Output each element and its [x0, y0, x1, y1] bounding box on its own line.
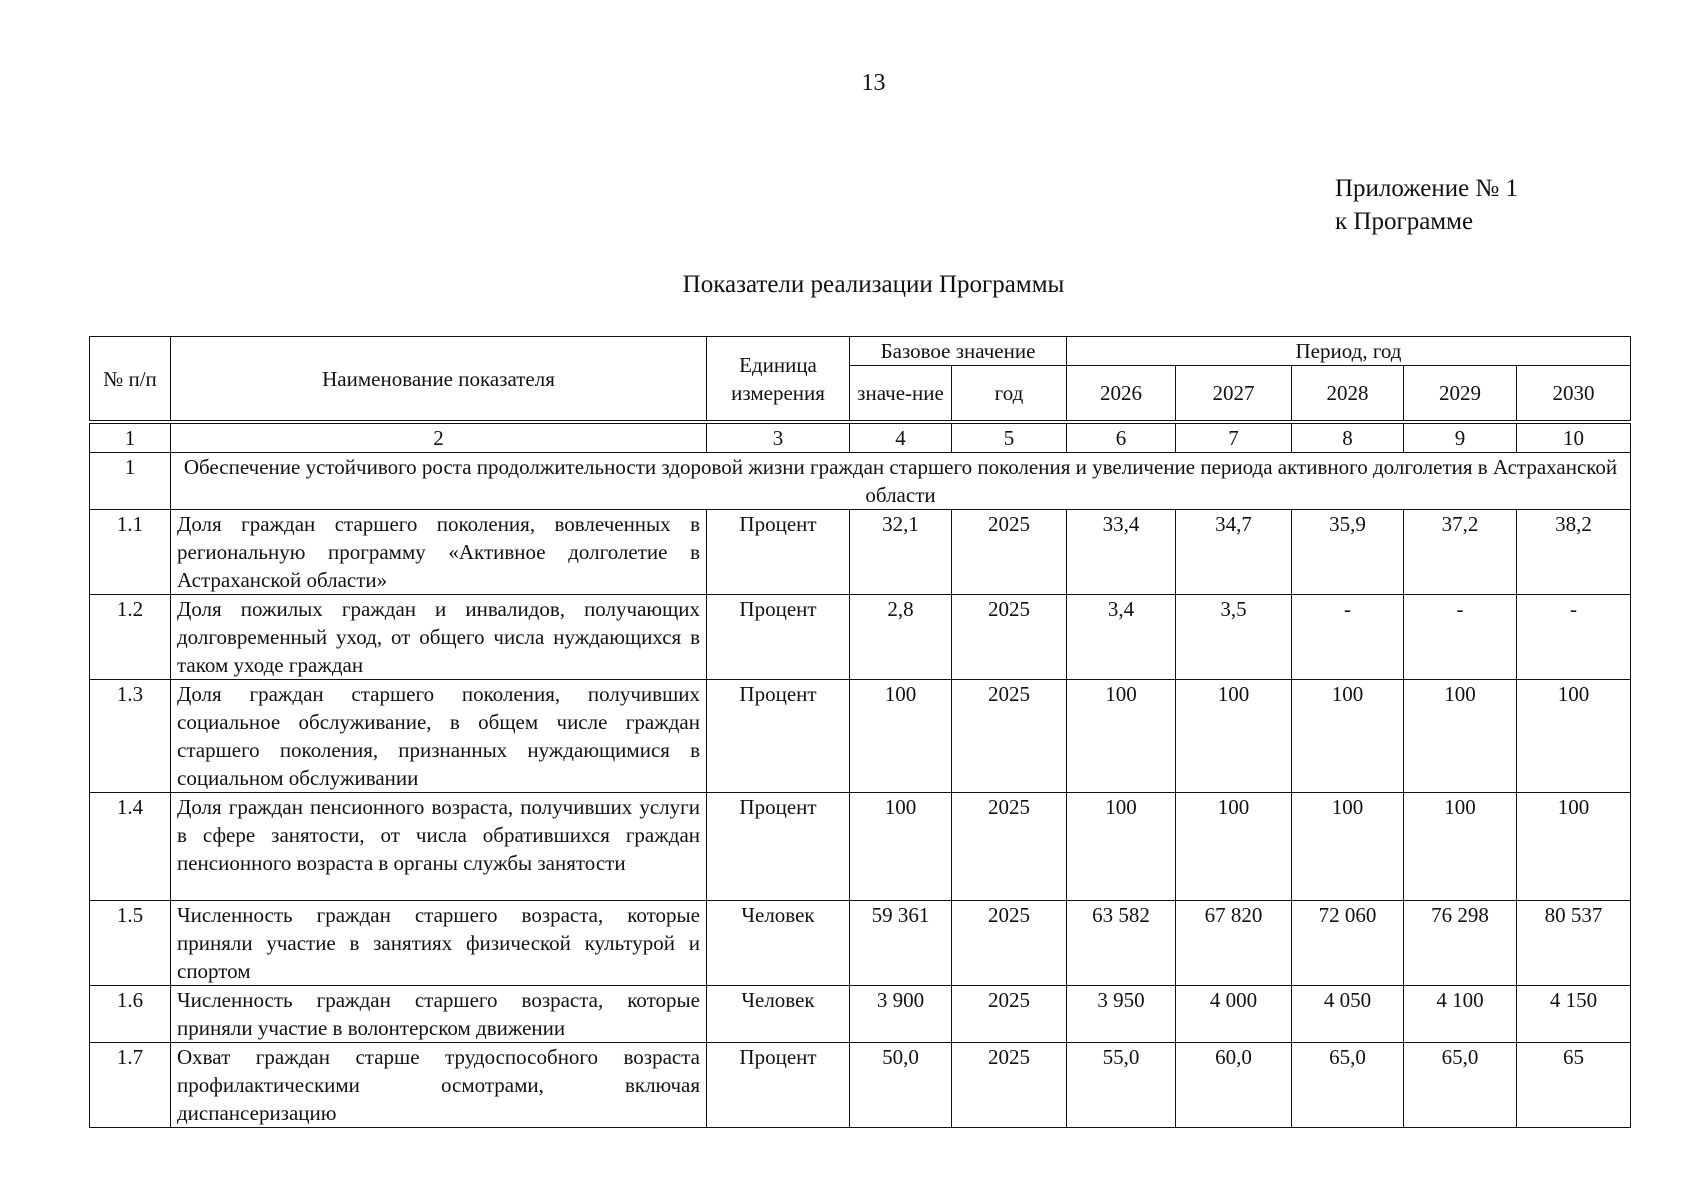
table-row — [90, 986, 1631, 1043]
base-value-cell: 2,8 — [850, 595, 952, 680]
unit-cell: Процент — [707, 793, 850, 901]
base-value-cell: 100 — [850, 793, 952, 901]
year-value-cell: 80 537 — [1517, 901, 1631, 986]
page-number: 13 — [861, 70, 886, 96]
column-numbers-row — [90, 422, 1631, 453]
header-base: Базовое значение — [850, 337, 1067, 366]
year-value-cell: 3,4 — [1067, 595, 1176, 680]
header-unit: Единица измерения — [707, 337, 850, 423]
indicator-name: Доля граждан старшего поколения, вовлеченных в региональную программу «Активное долголетие в Астраханской области» — [171, 510, 707, 595]
header-year-2026: 2026 — [1067, 366, 1176, 423]
row-number: 1.6 — [90, 986, 171, 1043]
year-value-cell: 3 950 — [1067, 986, 1176, 1043]
row-number: 1.4 — [90, 793, 171, 901]
header-year-2030: 2030 — [1517, 366, 1631, 423]
column-number: 3 — [707, 422, 850, 453]
unit-cell: Процент — [707, 680, 850, 793]
header-year-2029: 2029 — [1404, 366, 1517, 423]
year-value-cell: 4 050 — [1292, 986, 1404, 1043]
column-number: 8 — [1292, 422, 1404, 453]
column-number: 4 — [850, 422, 952, 453]
year-value-cell: 3,5 — [1176, 595, 1292, 680]
indicator-name: Численность граждан старшего возраста, которые приняли участие в волонтерском движении — [171, 986, 707, 1043]
year-value-cell: - — [1292, 595, 1404, 680]
year-value-cell: 100 — [1517, 680, 1631, 793]
unit-cell: Человек — [707, 986, 850, 1043]
header-year-2028: 2028 — [1292, 366, 1404, 423]
table-row — [90, 1043, 1631, 1128]
year-value-cell: 72 060 — [1292, 901, 1404, 986]
base-year-cell: 2025 — [952, 510, 1067, 595]
row-number: 1.5 — [90, 901, 171, 986]
year-value-cell: 38,2 — [1517, 510, 1631, 595]
year-value-cell: 4 000 — [1176, 986, 1292, 1043]
column-number: 2 — [171, 422, 707, 453]
header-year-2027: 2027 — [1176, 366, 1292, 423]
column-number: 7 — [1176, 422, 1292, 453]
year-value-cell: 100 — [1292, 680, 1404, 793]
year-value-cell: 67 820 — [1176, 901, 1292, 986]
header-period: Период, год — [1067, 337, 1631, 366]
year-value-cell: 100 — [1517, 793, 1631, 901]
year-value-cell: 55,0 — [1067, 1043, 1176, 1128]
section-number: 1 — [90, 453, 171, 510]
table-row — [90, 595, 1631, 680]
base-year-cell: 2025 — [952, 1043, 1067, 1128]
indicator-name: Численность граждан старшего возраста, которые приняли участие в занятиях физической культурой и спортом — [171, 901, 707, 986]
header-name: Наименование показателя — [171, 337, 707, 423]
indicator-rows — [90, 510, 1631, 1128]
appendix-line-2: к Программе — [1335, 208, 1474, 235]
section-title: Обеспечение устойчивого роста продолжительности здоровой жизни граждан старшего поколения и увеличение периода активного долголетия в Астраханской области — [171, 453, 1631, 510]
year-value-cell: 63 582 — [1067, 901, 1176, 986]
column-number: 1 — [90, 422, 171, 453]
base-value-cell: 100 — [850, 680, 952, 793]
row-number: 1.3 — [90, 680, 171, 793]
base-value-cell: 50,0 — [850, 1043, 952, 1128]
indicator-name: Доля граждан пенсионного возраста, получивших услуги в сфере занятости, от числа обратившихся граждан пенсионного возраста в органы службы занятости — [171, 793, 707, 901]
section-row — [90, 453, 1631, 510]
year-value-cell: 35,9 — [1292, 510, 1404, 595]
year-value-cell: 33,4 — [1067, 510, 1176, 595]
unit-cell: Процент — [707, 510, 850, 595]
row-number: 1.2 — [90, 595, 171, 680]
year-value-cell: 37,2 — [1404, 510, 1517, 595]
unit-cell: Человек — [707, 901, 850, 986]
table-row — [90, 901, 1631, 986]
year-value-cell: 60,0 — [1176, 1043, 1292, 1128]
header-row-1 — [90, 337, 1631, 366]
indicator-name: Доля граждан старшего поколения, получивших социальное обслуживание, в общем числе граждан старшего поколения, признанных нуждающимися в социальном обслуживании — [171, 680, 707, 793]
header-base-value: значе-ние — [850, 366, 952, 423]
year-value-cell: 100 — [1404, 680, 1517, 793]
row-number: 1.7 — [90, 1043, 171, 1128]
year-value-cell: 100 — [1292, 793, 1404, 901]
base-year-cell: 2025 — [952, 986, 1067, 1043]
year-value-cell: - — [1517, 595, 1631, 680]
base-year-cell: 2025 — [952, 595, 1067, 680]
indicator-name: Доля пожилых граждан и инвалидов, получающих долговременный уход, от общего числа нуждающихся в таком уходе граждан — [171, 595, 707, 680]
header-base-year: год — [952, 366, 1067, 423]
year-value-cell: 65 — [1517, 1043, 1631, 1128]
row-number: 1.1 — [90, 510, 171, 595]
year-value-cell: - — [1404, 595, 1517, 680]
year-value-cell: 100 — [1176, 793, 1292, 901]
year-value-cell: 100 — [1067, 680, 1176, 793]
column-number: 9 — [1404, 422, 1517, 453]
header-num: № п/п — [90, 337, 171, 423]
column-number: 10 — [1517, 422, 1631, 453]
unit-cell: Процент — [707, 595, 850, 680]
base-year-cell: 2025 — [952, 793, 1067, 901]
year-value-cell: 100 — [1404, 793, 1517, 901]
table-row — [90, 510, 1631, 595]
document-title: Показатели реализации Программы — [682, 271, 1065, 298]
year-value-cell: 100 — [1067, 793, 1176, 901]
year-value-cell: 65,0 — [1404, 1043, 1517, 1128]
base-value-cell: 32,1 — [850, 510, 952, 595]
table-row — [90, 793, 1631, 901]
column-number: 5 — [952, 422, 1067, 453]
year-value-cell: 76 298 — [1404, 901, 1517, 986]
indicators-table — [89, 336, 1631, 1128]
year-value-cell: 34,7 — [1176, 510, 1292, 595]
base-value-cell: 3 900 — [850, 986, 952, 1043]
table-row — [90, 680, 1631, 793]
appendix-line-1: Приложение № 1 — [1335, 175, 1519, 202]
unit-cell: Процент — [707, 1043, 850, 1128]
base-year-cell: 2025 — [952, 680, 1067, 793]
base-year-cell: 2025 — [952, 901, 1067, 986]
base-value-cell: 59 361 — [850, 901, 952, 986]
appendix-note — [1335, 172, 1518, 238]
indicator-name: Охват граждан старше трудоспособного возраста профилактическими осмотрами, включая диспансеризацию — [171, 1043, 707, 1128]
year-value-cell: 65,0 — [1292, 1043, 1404, 1128]
year-value-cell: 100 — [1176, 680, 1292, 793]
year-value-cell: 4 100 — [1404, 986, 1517, 1043]
column-number: 6 — [1067, 422, 1176, 453]
year-value-cell: 4 150 — [1517, 986, 1631, 1043]
